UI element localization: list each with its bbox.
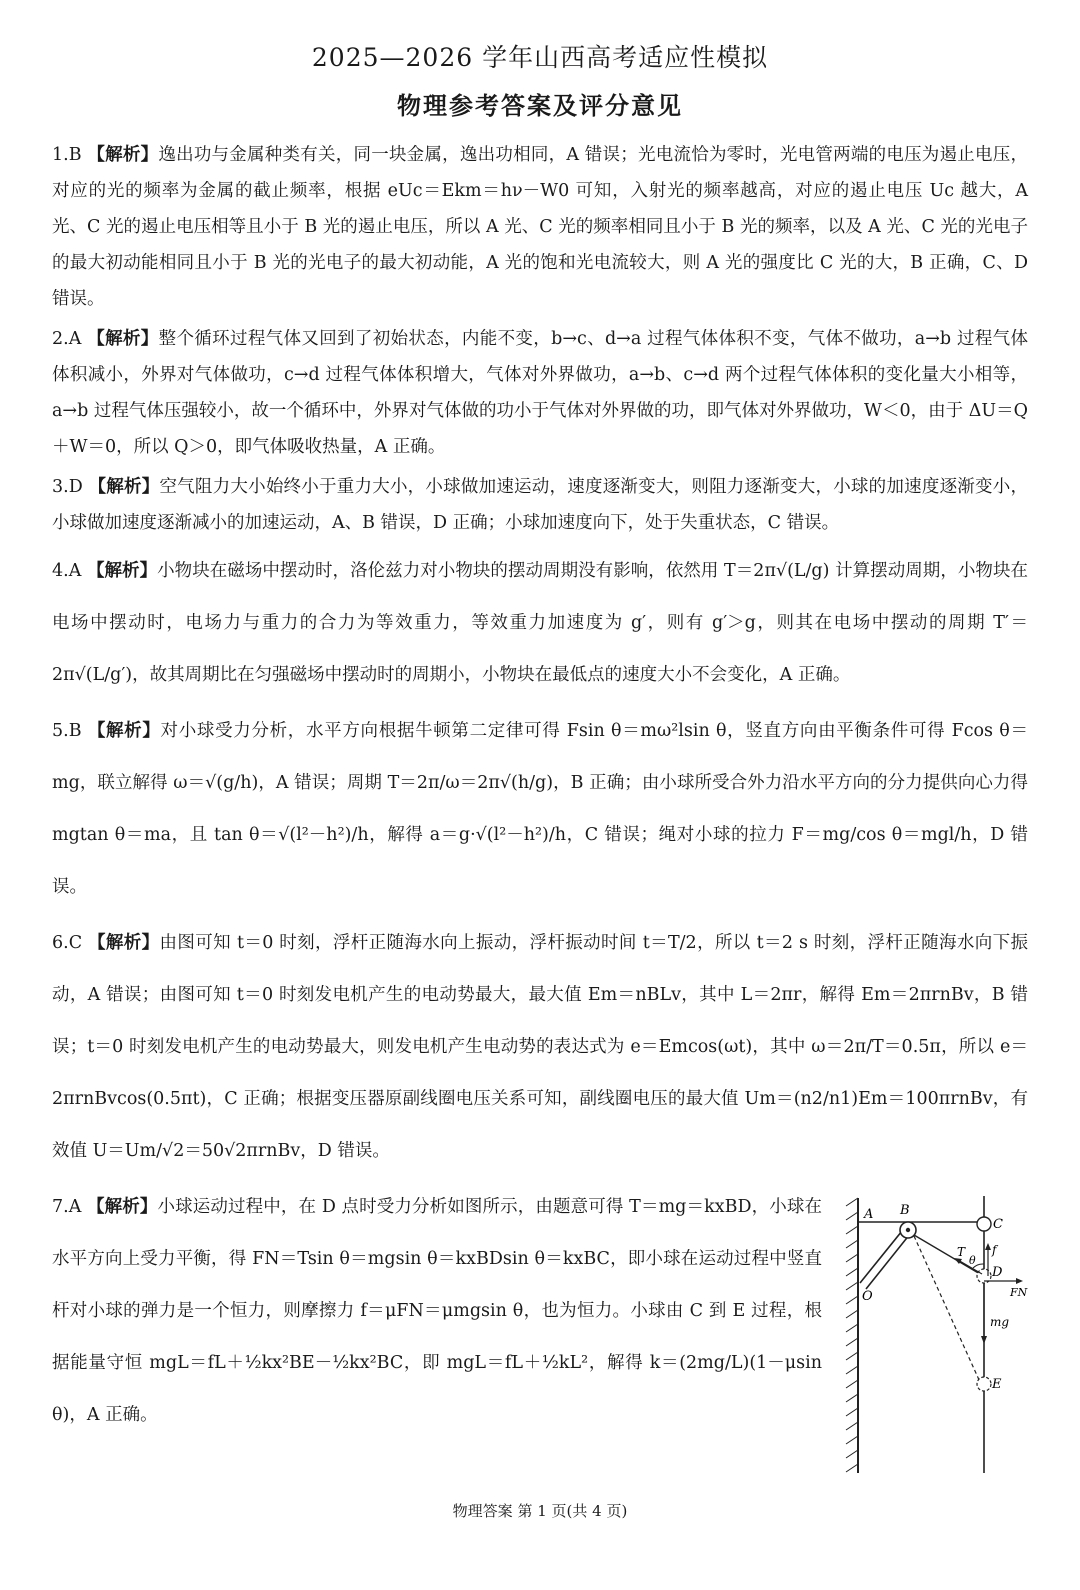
analysis-tag: 【解析】 [88, 477, 160, 497]
answer-text: 由图可知 t＝0 时刻，浮杆正随海水向上振动，浮杆振动时间 t＝T/2，所以 t＝2 s 时刻，浮杆正随海水向下振动，A 错误；由图可知 t＝0 时刻发电机产生的电动势最大，最大值 Em＝nBLv，其中 L＝2πr，解得 Em＝2πrnBv，B 错误；t＝0 时刻发电机产生的电动势最大，则发电机产生电动势的表达式为 e＝Emcos(ωt)，其中 ω＝2π/T＝0.5π，所以 e＝2πrnBvcos(0.5πt)，C 正确；根据变压器原副线圈电压关系可知，副线圈电压的最大值 Um＝(n2/n1)Em＝100πrnBv，有效值 U＝Um/√2＝50√2πrnBv，D 错误。 [52, 933, 1028, 1161]
answer-number: 5.B [52, 721, 82, 741]
label-d: D [992, 1265, 1003, 1280]
gravity-arrow [981, 1336, 987, 1344]
answer-number: 1.B [52, 145, 82, 165]
answer-number: 4.A [52, 561, 82, 581]
answer-text: 整个循环过程气体又回到了初始状态，内能不变，b→c、d→a 过程气体体积不变，气体不做功，a→b 过程气体体积减小，外界对气体做功，c→d 过程气体体积增大，气体对外界做功，a→b、c→d 两个过程气体体积的变化量大小相等，a→b 过程气体压强较小，故一个循环中，外界对气体做的功小于气体对外界做的功，即气体对外界做功，W＜0，由于 ΔU＝Q＋W＝0，所以 Q＞0，即气体吸收热量，A 正确。 [52, 329, 1028, 457]
analysis-tag: 【解析】 [88, 933, 160, 953]
answer-number: 6.C [52, 933, 83, 953]
label-a: A [864, 1207, 874, 1222]
answer-4 [52, 545, 1028, 701]
force-diagram [842, 1188, 1042, 1478]
analysis-tag: 【解析】 [87, 145, 159, 165]
label-fn: FN [1010, 1286, 1028, 1299]
page-footer: 物理答案 第 1 页(共 4 页) [452, 1502, 628, 1520]
label-theta: θ [969, 1254, 976, 1267]
answer-number: 3.D [52, 477, 83, 497]
answer-number: 7.A [52, 1197, 82, 1217]
exam-title: 2025—2026 学年山西高考适应性模拟 [311, 43, 769, 72]
answer-5 [52, 705, 1028, 913]
answer-text: 小物块在磁场中摆动时，洛伦兹力对小物块的摆动周期没有影响，依然用 T＝2π√(L/g) 计算摆动周期，小物块在电场中摆动时，电场力与重力的合力为等效重力，等效重力加速度为 g′，则有 g′＞g，则其在电场中摆动的周期 T′＝2π√(L/g′)，故其周期比在匀强磁场中摆动时的周期小，小物块在最低点的速度大小不会变化，A 正确。 [52, 561, 1028, 685]
answer-1 [52, 137, 1028, 317]
analysis-tag: 【解析】 [87, 721, 161, 741]
wall-hatching [846, 1198, 858, 1472]
ring-e [977, 1377, 991, 1391]
answer-key-title: 物理参考答案及评分意见 [397, 91, 683, 120]
label-b: B [900, 1203, 910, 1218]
label-t: T [957, 1245, 966, 1259]
label-f: f [992, 1243, 997, 1257]
answer-text: 逸出功与金属种类有关，同一块金属，逸出功相同，A 错误；光电流恰为零时，光电管两端的电压为遏止电压，对应的光的频率为金属的截止频率，根据 eUc＝Ekm＝hν－W0 可知，入射光的频率越高，对应的遏止电压 Uc 越大，A 光、C 光的遏止电压相等且小于 B 光的遏止电压，所以 A 光、C 光的频率相同且小于 B 光的频率，以及 A 光、C 光的光电子的最大初动能相同且小于 B 光的光电子的最大初动能，A 光的饱和光电流较大，则 A 光的强度比 C 光的大，B 正确，C、D 错误。 [52, 145, 1029, 309]
answer-text: 空气阻力大小始终小于重力大小，小球做加速运动，速度逐渐变大，则阻力逐渐变大，小球的加速度逐渐变小，小球做加速度逐渐减小的加速运动，A、B 错误，D 正确；小球加速度向下，处于失重状态，C 错误。 [52, 477, 1028, 533]
answer-number: 2.A [52, 329, 82, 349]
ring-c [977, 1217, 991, 1231]
label-mg: mg [990, 1315, 1010, 1329]
label-c: C [993, 1217, 1003, 1232]
support-rod [860, 1226, 906, 1283]
answer-text: 对小球受力分析，水平方向根据牛顿第二定律可得 Fsin θ＝mω²lsin θ，竖直方向由平衡条件可得 Fcos θ＝mg，联立解得 ω＝√(g/h)，A 错误；周期 T＝2π/ω＝2π√(h/g)，B 正确；由小球所受合外力沿水平方向的分力提供向心力得 mgtan θ＝ma，且 tan θ＝√(l²－h²)/h，解得 a＝g·√(l²－h²)/h，C 错误；绳对小球的拉力 F＝mg/cos θ＝mgl/h，D 错误。 [52, 721, 1028, 897]
support-rod-2 [866, 1234, 910, 1289]
label-o: O [862, 1289, 873, 1304]
answer-text: 小球运动过程中，在 D 点时受力分析如图所示，由题意可得 T＝mg＝kxBD，小球在水平方向上受力平衡，得 FN＝Tsin θ＝mgsin θ＝kxBDsin θ＝kxBC，即小球在运动过程中竖直杆对小球的弹力是一个恒力，则摩擦力 f＝μFN＝μmgsin θ，也为恒力。小球由 C 到 E 过程，根据能量守恒 mgL＝fL＋½kx²BE－½kx²BC，即 mgL＝fL＋½kL²，解得 k＝(2mg/L)(1－μsin θ)，A 正确。 [52, 1197, 822, 1425]
analysis-tag: 【解析】 [87, 329, 159, 349]
normal-force-arrow [1016, 1278, 1023, 1284]
answer-3 [52, 469, 1028, 541]
friction-arrow [985, 1243, 991, 1250]
answer-2 [52, 321, 1028, 465]
answer-6 [52, 917, 1028, 1177]
answer-7 [52, 1181, 822, 1441]
label-e: E [992, 1377, 1002, 1392]
analysis-tag: 【解析】 [87, 1197, 158, 1217]
analysis-tag: 【解析】 [86, 561, 158, 581]
